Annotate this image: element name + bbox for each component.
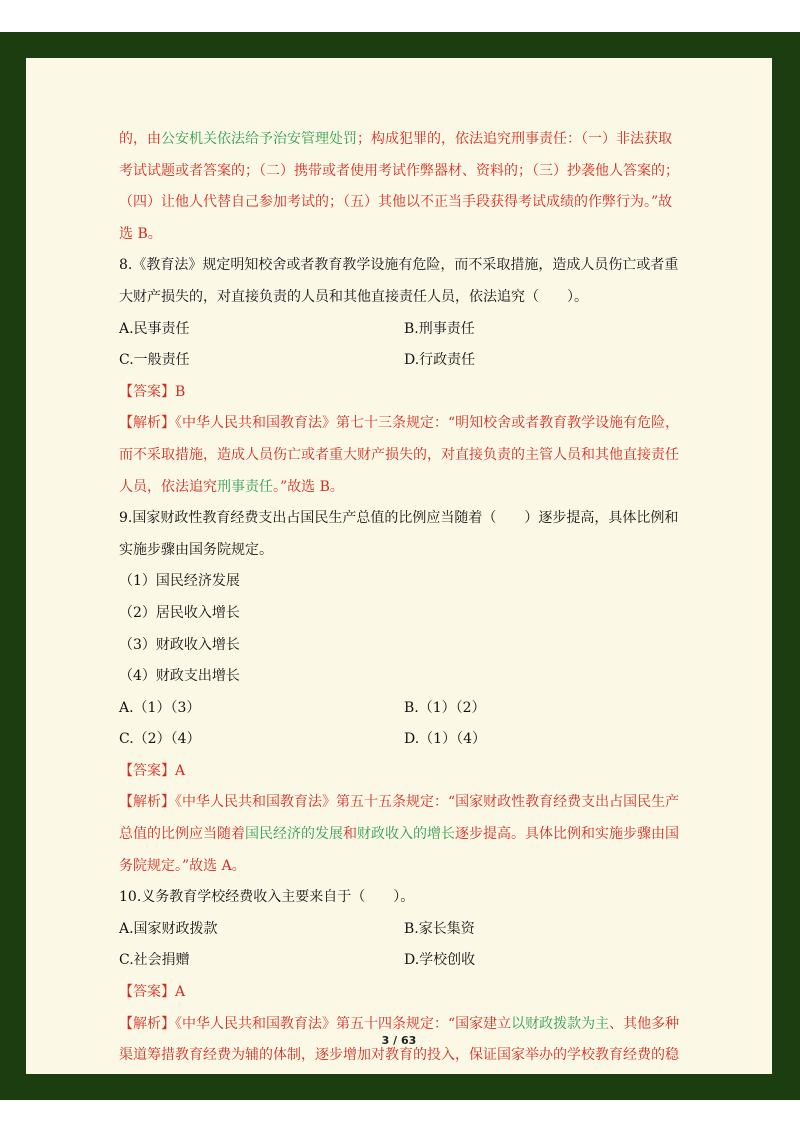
question-10-options-row-1: [119, 914, 689, 946]
document-content: [119, 124, 689, 1072]
page-frame: [0, 32, 800, 1100]
document-page: [26, 58, 772, 1074]
continuation-line-3: （四）让他人代替自己参加考试的；（五）其他以不正当手段获得考试成绩的作弊行为。”故: [119, 194, 673, 211]
question-8-answer: 【答案】B: [119, 383, 186, 400]
question-9-item-4: （4）财政支出增长: [119, 668, 240, 685]
question-9-item-1: （1）国民经济发展: [119, 573, 240, 590]
question-8-stem-line-1: 8.《教育法》规定明知校舍或者教育教学设施有危险，而不采取措施，造成人员伤亡或者重: [119, 257, 679, 274]
text-span: 人员，依法追究: [119, 478, 217, 495]
question-10-answer: 【答案】A: [119, 984, 186, 1001]
question-8-explanation-line-3: [119, 472, 689, 504]
question-10-explanation-line-2: 渠道筹措教育经费为辅的体制，逐步增加对教育的投入，保证国家举办的学校教育经费的稳: [119, 1047, 679, 1064]
question-8-stem-line-2: 大财产损失的，对直接负责的人员和其他直接责任人员，依法追究（ ）。: [119, 288, 588, 305]
text-span: ；构成犯罪的，依法追究刑事责任：（一）非法获取: [357, 131, 672, 147]
continuation-line-2: 考试试题或者答案的；（二）携带或者使用考试作弊器材、资料的；（三）抄袭他人答案的；: [119, 162, 679, 179]
question-10-option-c: C.社会捐赠: [119, 952, 190, 969]
question-10-option-d: D.学校创收: [404, 952, 476, 969]
question-8-option-b: B.刑事责任: [404, 320, 475, 337]
question-8-explanation-line-1: 【解析】《中华人民共和国教育法》第七十三条规定：“明知校舍或者教育教学设施有危险，: [119, 415, 680, 432]
text-span: 。”故选 B。: [273, 478, 344, 495]
question-9-option-b: B.（1）（2）: [404, 699, 486, 716]
page-number: 3 / 63: [381, 1034, 417, 1047]
question-8-options-row-2: [119, 345, 689, 377]
question-9-answer: 【答案】A: [119, 762, 186, 779]
question-8-option-d: D.行政责任: [404, 352, 476, 369]
question-8-options-row-1: [119, 314, 689, 346]
question-9-explanation-line-3: 务院规定。”故选 A。: [119, 857, 246, 874]
highlight-span: 国民经济的发展: [245, 826, 343, 843]
highlight-span: 财政收入的增长: [357, 826, 455, 843]
question-9-option-d: D.（1）（4）: [404, 731, 486, 748]
question-9-stem-line-2: 实施步骤由国务院规定。: [119, 541, 273, 558]
question-9-explanation-line-1: 【解析】《中华人民共和国教育法》第五十五条规定：“国家财政性教育经费支出占国民生产: [119, 794, 680, 811]
highlight-span: 以财政拨款为主: [511, 1015, 610, 1032]
question-9-option-c: C.（2）（4）: [119, 731, 201, 748]
question-8-explanation-line-2: 而不采取措施，造成人员伤亡或者重大财产损失的，对直接负责的主管人员和其他直接责任: [119, 446, 679, 463]
question-9-option-a: A.（1）（3）: [119, 699, 201, 716]
text-span: 、其他多种: [609, 1015, 680, 1032]
text-span: 和: [343, 826, 357, 843]
text-span: 的，由: [119, 131, 161, 147]
text-span: 【解析】《中华人民共和国教育法》第五十四条规定：“国家建立: [119, 1015, 512, 1032]
continuation-line-1: [119, 124, 689, 156]
question-9-item-2: （2）居民收入增长: [119, 604, 240, 621]
question-9-stem-line-1: 9.国家财政性教育经费支出占国民生产总值的比例应当随着（ ）逐步提高，具体比例和: [119, 510, 679, 527]
continuation-line-4: 选 B。: [119, 225, 162, 242]
question-10-option-a: A.国家财政拨款: [119, 920, 218, 937]
question-9-item-3: （3）财政收入增长: [119, 636, 240, 653]
question-9-explanation-line-2: [119, 819, 689, 851]
question-10-stem: 10.义务教育学校经费收入主要来自于（ ）。: [119, 889, 415, 906]
text-span: 逐步提高。具体比例和实施步骤由国: [455, 826, 679, 843]
highlight-span: 公安机关依法给予治安管理处罚: [161, 131, 357, 147]
question-8-option-c: C.一般责任: [119, 352, 190, 369]
question-8-option-a: A.民事责任: [119, 320, 190, 337]
highlight-span: 刑事责任: [217, 478, 273, 495]
question-9-options-row-2: [119, 724, 689, 756]
text-span: 总值的比例应当随着: [119, 826, 245, 843]
question-9-options-row-1: [119, 693, 689, 725]
question-10-options-row-2: [119, 945, 689, 977]
question-10-option-b: B.家长集资: [404, 920, 475, 937]
